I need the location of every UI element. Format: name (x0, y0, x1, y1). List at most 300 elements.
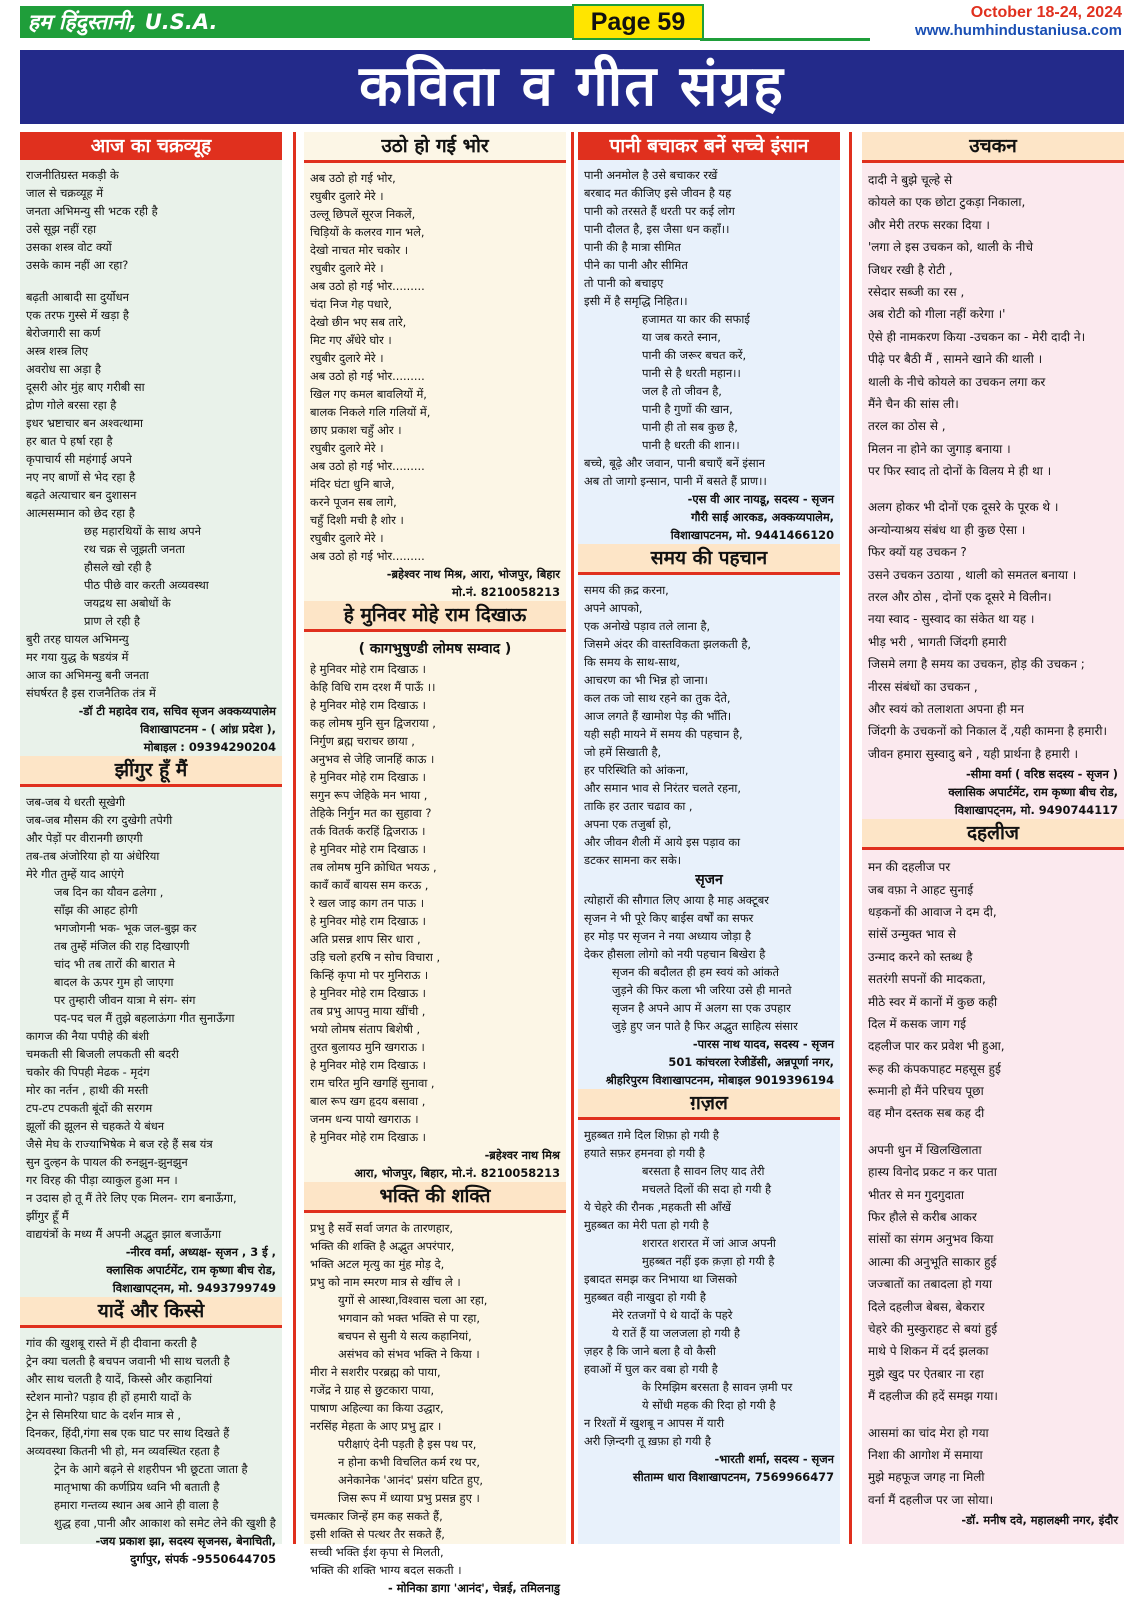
poem-line: मिट गए अँधेरे घोर । (310, 333, 392, 347)
poem-line: हर परिस्थिति को आंकना, (584, 763, 689, 777)
poem-line: हर बात पे हर्षा रहा है (26, 434, 113, 448)
section-banner: कविता व गीत संग्रह (20, 50, 1124, 124)
poem-line: सांसें उन्मुक्त भाव से (868, 927, 956, 942)
poem-line: मीरा ने सशरीर परब्रह्म को पाया, (310, 1365, 441, 1379)
poem-line: थाली के नीचे कोयले का उचकन लगा कर (868, 374, 1046, 389)
poem-line: ज़हर है कि जाने बला है वो कैसी (584, 1344, 716, 1358)
author-credit: विशाखापट्नम, मो. 9493799749 (112, 1281, 276, 1295)
poem-line: अब उठो हो गई भोर......... (310, 279, 425, 293)
poem-line: अब रोटी को गीला नहीं करेगा ।' (868, 307, 1006, 322)
poem-line: रे खल जाइ काग तन पाऊ । (310, 896, 425, 910)
poem-line: ट्रेन के आगे बढ़ने से शहरीपन भी छूटता जाता है (54, 1462, 248, 1476)
website-link[interactable]: www.humhindustaniusa.com (915, 22, 1122, 39)
poem-title: यादें और किस्से (20, 1297, 282, 1328)
poem-line: साँझ की आहट होगी (54, 903, 138, 917)
poem-line: सृजन की बदौलत ही हम स्वयं को आंकते (612, 965, 780, 979)
poem-line: तब तुम्हें मंजिल की राह दिखाएगी (54, 939, 190, 953)
author-credit: विशाखापटनम, मो. 9441466120 (670, 528, 834, 542)
poem-line: हौसले खो रही है (84, 560, 152, 574)
poem-body (578, 166, 840, 544)
poem-line: पाषाण अहिल्या का किया उद्धार, (310, 1401, 444, 1415)
poem-line: मुहब्बत ग़मे दिल शिफ़ा हो गयी है (584, 1128, 719, 1142)
poem-line: कागज की नैया पपीहे की बंशी (26, 1029, 150, 1043)
poem-line: दिले दहलीज बेबस, बेकरार (868, 1299, 985, 1314)
poem-line: छाए प्रकाश चहुँ ओर । (310, 423, 402, 437)
poem-line: बालक निकले गलि गलियों में, (310, 405, 431, 419)
poem-line: टप-टप टपकती बूंदों की सरगम (26, 1101, 153, 1115)
poem-line: यही सही मायने में समय की पहचान है, (584, 727, 743, 741)
poem-line: निर्गुण ब्रह्म चराचर छाया , (310, 734, 415, 748)
poem-line: मर गया युद्ध के षडयंत्र में (26, 650, 129, 664)
poem-body (862, 856, 1124, 1529)
poem-line: अपना एक तजुर्बा हो, (584, 817, 672, 831)
poem-line: चहुँ दिशी मची है शोर । (310, 513, 404, 527)
poem-line: तो पानी को बचाइए (584, 276, 664, 290)
poem-body (304, 169, 566, 601)
poem-line: तर्क वितर्क करहिं द्विजराऊ । (310, 824, 426, 838)
poem-line: नीरस संबंधों का उचकन , (868, 679, 978, 694)
poem-line: बरबाद मत कीजिए इसे जीवन है यह (584, 186, 732, 200)
poem-line: सगुन रूप जेहिके मन भाया , (310, 788, 428, 802)
poem-line: वाद्ययंत्रों के मध्य मैं अपनी अद्भुत झाल बजाऊँगा (26, 1227, 222, 1241)
poem-line: संघर्षरत है इस राजनैतिक तंत्र में (26, 686, 156, 700)
poem-line: हे मुनिवर मोहे राम दिखाऊ । (310, 986, 426, 1000)
poem-body (20, 166, 282, 756)
poem-line: परीक्षाएं देनी पड़ती है इस पथ पर, (338, 1437, 477, 1451)
poem-line: अब उठो हो गई भोर......... (310, 459, 425, 473)
poem-line: जब दिन का यौवन ढलेगा , (54, 885, 164, 899)
poem-line: अवरोध सा अड़ा है (26, 362, 101, 376)
poem-line: भीड़ भरी , भागती जिंदगी हमारी (868, 634, 1007, 649)
poem-line: भक्ति अटल मृत्यु का मुंह मोड़ दे, (310, 1257, 445, 1271)
poem-line: बढ़ते अत्याचार बन दुशासन (26, 488, 137, 502)
poem-title: उचकन (862, 132, 1124, 163)
poem-line: सृजन है अपने आप में अलग सा एक उपहार (612, 1001, 791, 1015)
poem-line: इबादत समझ कर निभाया था जिसको (584, 1272, 738, 1286)
poem-line: अस्त्र शस्त्र लिए (26, 344, 89, 358)
poem-line: नरसिंह मेहता के आए प्रभु द्वार । (310, 1419, 442, 1433)
poem-subtitle: सृजन (695, 872, 723, 888)
poem-body (20, 1334, 282, 1568)
poem-line: उन्माद करने को स्तब्ध है (868, 949, 973, 964)
issue-date: October 18-24, 2024 (970, 4, 1122, 21)
poem-line: हे मुनिवर मोहे राम दिखाऊ । (310, 914, 426, 928)
poem-title: आज का चक्रव्यूह (20, 132, 282, 160)
poem-line: सांसों का संगम अनुभव किया (868, 1232, 994, 1247)
poem-line: बुरी तरह घायल अभिमन्यु (26, 632, 129, 646)
poem-line: अब उठो हो गई भोर......... (310, 369, 425, 383)
poem-line: राजनीतिग्रस्त मकड़ी के (26, 168, 119, 182)
poem-line: देखो छीन भए सब तारे, (310, 315, 407, 329)
poem-line: जिस रूप में ध्याया प्रभु प्रसन्न हुए । (338, 1491, 480, 1505)
poem-line: चिड़ियों के कलरव गान भले, (310, 225, 425, 239)
poem-line: बच्चे, बूढ़े और जवान, पानी बचाएँ बनें इंसान (584, 456, 765, 470)
poem-line: उसके काम नहीं आ रहा? (26, 258, 129, 272)
poem-line: कावँ कावँ बायस सम करऊ , (310, 878, 429, 892)
poem-line: इसी शक्ति से पत्थर तैर सकते हैं, (310, 1527, 445, 1541)
poem-line: हयाते सफ़र हमनवा हो गयी है (584, 1146, 705, 1160)
poem-line: हे मुनिवर मोहे राम दिखाऊ । (310, 842, 426, 856)
poem-line: अलग होकर भी दोनों एक दूसरे के पूरक थे । (868, 500, 1059, 515)
poem-title: भक्ति की शक्ति (304, 1182, 566, 1213)
poem-line: जिधर रखी है रोटी , (868, 262, 953, 277)
poem-line: अन्योन्याश्रय संबंध था ही कुछ ऐसा । (868, 522, 1026, 537)
poem-line: अब उठो हो गई भोर......... (310, 549, 425, 563)
poem-line: भक्ति की शक्ति भाग्य बदल सकती । (310, 1563, 462, 1577)
poem-line: खिल गए कमल बावलियों में, (310, 387, 427, 401)
poem-line: तब लोमष मुनि क्रोधित भयऊ , (310, 860, 437, 874)
poem-line: नया स्वाद - सुस्वाद का संकेत था यह । (868, 612, 1035, 627)
author-credit: -डॉ टी महादेव राव, सचिव सृजन अक्कय्यपालेम (78, 704, 276, 718)
poem-line: जनम धन्य पायो खगराऊ । (310, 1112, 419, 1126)
poem-line: चेहरे की मुस्कुराहट से बयां हुई (868, 1321, 998, 1336)
poem-line: हे मुनिवर मोहे राम दिखाऊ । (310, 662, 426, 676)
poem-line: शरारत शरारत में जां आज अपनी (642, 1236, 776, 1250)
poem-line: नए नए बाणों से भेद रहा है (26, 470, 136, 484)
poem-line: पानी से है धरती महान।। (642, 366, 741, 380)
poem-line: आत्मसम्मान को छेद रहा है (26, 506, 135, 520)
author-credit: मोबाइल : 09394290204 (143, 740, 276, 754)
poem-line: जब वफ़ा ने आहट सुनाई (868, 882, 974, 897)
masthead (0, 0, 1135, 44)
poem-line: द्रोण गोले बरसा रहा है (26, 398, 117, 412)
author-credit: मो.नं. 8210058213 (452, 585, 560, 599)
poem-line: प्रभु को नाम स्मरण मात्र से खींच ले । (310, 1275, 461, 1289)
poem-line: मोर का नर्तन , हाथी की मस्ती (26, 1083, 149, 1097)
author-credit: क्लासिक अपार्टमेंट, राम कृष्णा बीच रोड, (948, 785, 1118, 800)
poem-line: रूमानी हो मैंने परिचय पूछा (868, 1084, 984, 1099)
poem-line: जयद्रथ सा अबोधों के (84, 596, 171, 610)
poem-body (862, 169, 1124, 819)
author-credit: -एस वी आर नायडू, सदस्य - सृजन (687, 492, 834, 506)
poem-line: उल्लू छिपलें सूरज निकलें, (310, 207, 416, 221)
poem-line: पानी दौलत है, इस जैसा धन कहाँ।। (584, 222, 730, 236)
author-credit: श्रीहरिपुरम विशाखापटनम, मोबाइल 9019396194 (605, 1073, 834, 1087)
poem-line: अरी ज़िन्दगी तू ख़फ़ा हो गयी है (584, 1434, 711, 1448)
poem-line: गर विरह की पीड़ा व्याकुल हुआ मन । (26, 1173, 178, 1187)
poem-line: युगों से आस्था,विश्वास चला आ रहा, (338, 1293, 488, 1307)
author-credit: -डॉ. मनीष दवे, महालक्ष्मी नगर, इंदौर (961, 1513, 1118, 1528)
poem-line: के रिमझिम बरसता है सावन ज़मी पर (642, 1380, 793, 1394)
poem-line: रघुबीर दुलारे मेरे । (310, 351, 384, 365)
poem-line: प्राण ले रही है (84, 614, 140, 628)
poem-line: तेहिके निर्गुन मत का सुहावा ? (310, 806, 432, 820)
author-credit: विशाखापटनम - ( आंध्र प्रदेश ), (140, 722, 276, 736)
poem-line: सुन दुल्हन के पायल की रुनझुन-झुनझुन (26, 1155, 188, 1169)
poem-line: तब-तब अंजोरिया हो या अंधेरिया (26, 849, 160, 863)
poem-line: कोयले का एक छोटा टुकड़ा निकाला, (868, 195, 1026, 210)
poem-line: आसमां का चांद मेरा हो गया (868, 1425, 989, 1440)
poem-title: पानी बचाकर बनें सच्चे इंसान (578, 132, 840, 160)
poem-line: दहलीज पार कर प्रवेश भी हुआ, (868, 1039, 1005, 1054)
column-1 (20, 132, 282, 1566)
poem-line: छह महारथियों के साथ अपने (84, 524, 201, 538)
poem-line: मुहब्बत का मेरी पता हो गयी है (584, 1218, 709, 1232)
poem-line: भयो लोमष संताप बिशेषी , (310, 1022, 421, 1036)
poem-line: 'लगा ले इस उचकन को, थाली के नीचे (868, 240, 1033, 255)
poem-line: जो हमें सिखाती है, (584, 745, 662, 759)
poem-line: झूलों की झूलन से चहकते ये बंधन (26, 1119, 165, 1133)
poem-line: पानी है धरती की शान।। (642, 438, 740, 452)
poem-line: अनेकानेक 'आनंद' प्रसंग घटित हुए, (338, 1473, 484, 1487)
poem-line: स्टेशन मानो? पड़ाव ही हों हमारी यादों के (26, 1390, 192, 1404)
poem-line: हजामत या कार की सफाई (642, 312, 750, 326)
poem-line: त्योहारों की सौगात लिए आया है माह अक्टूबर (584, 893, 769, 907)
poem-line: चमत्कार जिन्हें हम कह सकते हैं, (310, 1509, 443, 1523)
poem-line: मुझे महफूज जगह ना मिली (868, 1470, 985, 1485)
poem-line: मचलते दिलों की सदा हो गयी है (642, 1182, 772, 1196)
poem-line: बरसता है सावन लिए याद तेरी (642, 1164, 765, 1178)
poem-line: फिर हौले से करीब आकर (868, 1210, 977, 1225)
author-credit: -जय प्रकाश झा, सदस्य सृजनस, बेनाचिती, (95, 1534, 276, 1548)
poem-line: मिलन ना होने का जुगाड़ बनाया । (868, 441, 1011, 456)
poem-line: अब उठो हो गई भोर, (310, 171, 396, 185)
poem-line: तुरत बुलायउ मुनि खगराऊ । (310, 1040, 425, 1054)
poem-body (578, 1126, 840, 1486)
poem-line: चांद भी तब तारों की बारात मे (54, 957, 176, 971)
poem-line: दिल में कसक जाग गई (868, 1016, 967, 1031)
poem-line: आचरण का भी भिन्न हो जाना। (584, 673, 708, 687)
poem-line: उसने उचकन उठाया , थाली को समतल बनाया । (868, 567, 1077, 582)
poem-body (578, 581, 840, 1089)
poem-line: फिर क्यों यह उचकन ? (868, 545, 967, 560)
poem-line: डटकर सामना कर सके। (584, 853, 682, 867)
poem-line: रघुबीर दुलारे मेरे । (310, 531, 384, 545)
poem-line: ट्रेन क्या चलती है बचपन जवानी भी साथ चलती है (26, 1354, 230, 1368)
poem-line: अपनी धुन में खिलखिलाता (868, 1142, 982, 1157)
poem-line: चंदा निज गेह पधारे, (310, 297, 392, 311)
author-credit: -सीमा वर्मा ( वरिष्ठ सदस्य - सृजन ) (965, 767, 1118, 782)
poem-title: उठो हो गई भोर (304, 132, 566, 163)
poem-line: अनुभव से जेहि जानहिं काऊ । (310, 752, 435, 766)
poem-line: केहि विधि राम दरश मैं पाऊँ ।। (310, 680, 436, 694)
poem-line: रघुबीर दुलारे मेरे । (310, 441, 384, 455)
poem-line: चमकती सी बिजली लपकती सी बदरी (26, 1047, 179, 1061)
poem-title: दहलीज (862, 819, 1124, 850)
poem-line: प्रभु है सर्वे सर्वा जगत के तारणहार, (310, 1221, 453, 1235)
author-credit: -नीरव वर्मा, अध्यक्ष- सृजन , 3 ई , (125, 1245, 276, 1259)
poem-title: झींगुर हूँ मैं (20, 756, 282, 787)
poem-line: मीठे स्वर में कानों में कुछ कही (868, 994, 998, 1009)
poem-line: जुड़े हुए जन पाते है फिर अद्भुत साहित्य संसार (612, 1019, 798, 1033)
poem-line: आत्मा की अनुभूति साकार हुई (868, 1254, 997, 1269)
poem-line: हे मुनिवर मोहे राम दिखाऊ । (310, 1130, 426, 1144)
author-credit: -भारती शर्मा, सदस्य - सृजन (714, 1452, 834, 1466)
poem-line: दादी ने बुझे चूल्हे से (868, 173, 953, 187)
poem-line: ऐसे ही नामकरण किया -उचकन का - मेरी दादी ने। (868, 329, 1086, 344)
poem-line: इधर भ्रष्टाचार बन अश्वत्थामा (26, 416, 144, 430)
poem-line: रसेदार सब्जी का रस , (868, 284, 965, 299)
poem-line: जिसमे लगा है समय का उचकन, होड़ की उचकन ; (868, 657, 1085, 672)
poem-line: समय की क़द्र करना, (584, 583, 669, 597)
author-credit: सीताम्म धारा विशाखापटनम, 7569966477 (633, 1470, 834, 1484)
poem-line: शुद्ध हवा ,पानी और आकाश को समेट लेने की खुशी है (54, 1516, 276, 1530)
poem-line: उसे सूझ नहीं रहा (26, 222, 97, 236)
poem-line: एक अनोखे पड़ाव तले लाना है, (584, 619, 711, 633)
poem-line: तब प्रभु आपनु माया खींची , (310, 1004, 426, 1018)
poem-line: अव्यवस्था कितनी भी हो, मन व्यवस्थित रहता है (26, 1444, 220, 1458)
poem-line: निशा की आगोश में समाया (868, 1447, 983, 1462)
poem-line: अपने आपको, (584, 601, 643, 615)
poem-line: वह मौन दस्तक सब कह दी (868, 1106, 985, 1121)
column-divider (571, 132, 574, 1544)
poem-line: जब-जब ये धरती सूखेगी (26, 795, 125, 809)
poem-line: पानी की जरूर बचत करें, (642, 348, 747, 362)
poem-line: कह लोमष मुनि सुन द्विजराया , (310, 716, 436, 730)
poem-line: झींगुर हूँ मैं (26, 1209, 69, 1223)
poem-line: मातृभाषा की कर्णप्रिय ध्वनि भी बताती है (54, 1480, 220, 1494)
poem-line: हास्य विनोद प्रकट न कर पाता (868, 1165, 997, 1180)
poem-line: ट्रेन से सिमरिया घाट के दर्शन मात्र से , (26, 1408, 182, 1422)
column-2 (304, 132, 566, 1595)
author-credit: विशाखापट्नम, मो. 9490744117 (954, 803, 1118, 818)
poem-line: एक तरफ गुस्से में खड़ा है (26, 308, 129, 322)
poem-line: आज लगते हैं खामोश पेड़ की भाँति। (584, 709, 732, 723)
author-credit: -पारस नाथ यादव, सदस्य - सृजन (692, 1037, 834, 1051)
poem-line: कृपाचार्य सी महंगाई अपने (26, 452, 132, 466)
poem-body (304, 1219, 566, 1597)
poem-line: चकोर की पिपही मेढक - मृदंग (26, 1065, 150, 1079)
poem-line: जीवन हमारा सुस्वादु बने , यही प्रार्थना है हमारी । (868, 746, 1079, 761)
poem-line: भगवान को भक्त भक्ति से पा रहा, (338, 1311, 481, 1325)
poem-subtitle: ( कागभुषुण्डी लोमष सम्वाद ) (358, 641, 512, 657)
poem-line: बेरोजगारी सा कर्ण (26, 326, 101, 340)
poem-line: पर तुम्हारी जीवन यात्रा मे संग- संग (54, 993, 196, 1007)
poem-line: देखो नाचत मोर चकोर । (310, 243, 409, 257)
poem-line: जज्बातों का तबादला हो गया (868, 1277, 992, 1292)
poem-line: मुहब्बत वही नाखुदा हो गयी है (584, 1290, 706, 1304)
poem-line: जल है तो जीवन है, (642, 384, 722, 398)
poem-line: गजेंद्र ने ग्राह से छुटकारा पाया, (310, 1383, 435, 1397)
poem-line: बादल के ऊपर गुम हो जाएगा (54, 975, 174, 989)
poem-line: करने पूजन सब लागे, (310, 495, 397, 509)
poem-line: जनता अभिमन्यु सी भटक रही है (26, 204, 158, 218)
poem-line: जाल से चक्रव्यूह में (26, 186, 104, 200)
author-credit: -ब्रहेश्वर नाथ मिश्र, आरा, भोजपुर, बिहार (386, 567, 560, 581)
column-divider (293, 132, 296, 1544)
poem-line: हे मुनिवर मोहे राम दिखाऊ । (310, 770, 426, 784)
poem-title: हे मुनिवर मोहे राम दिखाऊ (304, 601, 566, 632)
poem-line: पद-पद चल मैं तुझे बहलाऊंगा गीत सुनाऊँगा (54, 1011, 235, 1025)
author-credit: आरा, भोजपुर, बिहार, मो.नं. 8210058213 (354, 1166, 560, 1180)
poem-line: मेरे गीत तुम्हें याद आएंगे (26, 867, 124, 881)
poem-line: मैंने चैन की सांस ली। (868, 396, 959, 411)
poem-line: सृजन ने भी पूरे किए बाईस वर्षों का सफर (584, 911, 754, 925)
poem-line: कि समय के साथ-साथ, (584, 655, 681, 669)
poem-line: न होना कभी विचलित कर्म रथ पर, (338, 1455, 480, 1469)
author-credit: क्लासिक अपार्टमेंट, राम कृष्णा बीच रोड, (106, 1263, 276, 1277)
poem-line: बचपन से सुनी ये सत्य कहानियां, (338, 1329, 472, 1343)
poem-line: मुहब्बत नहीं इक क़ज़ा हो गयी है (642, 1254, 775, 1268)
poem-line: रघुबीर दुलारे मेरे । (310, 189, 384, 203)
poem-line: दूसरी ओर मुंह बाए गरीबी सा (26, 380, 145, 394)
poem-line: भीतर से मन गुदगुदाता (868, 1187, 964, 1202)
poem-line: जैसे मेघ के राज्याभिषेक मे बज रहे हैं सब यंत्र (26, 1137, 213, 1151)
poem-line: मंदिर घंटा धुनि बाजे, (310, 477, 395, 491)
poem-line: जिंदगी के उचकनों को निकाल दें ,यही कामना है हमारी। (868, 724, 1108, 739)
poem-line: ये चेहरे की रौनक ,महकती सी आँखें (584, 1200, 731, 1214)
poem-line: भगजोगनी भक- भूक जल-बुझ कर (54, 921, 197, 935)
poem-line: या जब करते स्नान, (642, 330, 721, 344)
author-credit: - मोनिका डागा 'आनंद', चेन्नई, तमिलनाडु (388, 1581, 560, 1595)
poem-line: असंभव को संभव भक्ति ने किया । (338, 1347, 480, 1361)
poem-title: समय की पहचान (578, 544, 840, 575)
poem-line: हे मुनिवर मोहे राम दिखाऊ । (310, 698, 426, 712)
poem-line: रूह की कंपकपाहट महसूस हुई (868, 1061, 1001, 1076)
poem-line: किन्हिं कृपा मो पर मुनिराऊ । (310, 968, 429, 982)
poem-line: उसका शस्त्र वोट क्यों (26, 240, 112, 254)
poem-line: और साथ चलती है यादें, किस्से और कहानियां (26, 1372, 213, 1386)
poem-line: माथे पे शिकन में दर्द झलका (868, 1344, 989, 1359)
author-credit: गौरी साई आरकड, अक्कय्यपालेम, (691, 510, 834, 524)
poem-line: कल तक जो साथ रहने का तुक देते, (584, 691, 731, 705)
column-4 (862, 132, 1124, 1544)
header-rule (700, 38, 870, 41)
poem-line: ये रातें हैं या जलजला हो गयी है (612, 1326, 740, 1340)
poem-line: ताकि हर उतार चढाव का , (584, 799, 693, 813)
author-credit: -ब्रहेश्वर नाथ मिश्र (484, 1148, 560, 1162)
poem-line: पानी ही तो सब कुछ है, (642, 420, 738, 434)
poem-line: सतरंगी सपनों की मादकता, (868, 972, 986, 987)
poem-line: न रिश्तों में खुशबू न आपस में यारी (584, 1416, 725, 1430)
poem-line: आज का अभिमन्यु बनी जनता (26, 668, 149, 682)
poem-line: मुझे खुद पर ऐतबार ना रहा (868, 1366, 984, 1381)
publication-name: हम हिंदुस्तानी, U.S.A. (20, 6, 580, 38)
poem-line: मन की दहलीज पर (868, 860, 951, 875)
poem-line: राम चरित मुनि खगहिं सुनावा , (310, 1076, 435, 1090)
poem-line: और समान भाव से निरंतर चलते रहना, (584, 781, 741, 795)
poem-line: दिनकर, हिंदी,गंगा सब एक घाट पर साथ दिखते हैं (26, 1426, 230, 1440)
poem-line: अति प्रसन्न शाप सिर धारा , (310, 932, 421, 946)
poem-line: हमारा गन्तव्य स्थान अब आने ही वाला है (54, 1498, 219, 1512)
poem-line: उड़ि चलो हरषि न सोच विचारा , (310, 950, 441, 964)
poem-line: गांव की खुशबू रास्ते में ही दीवाना करती है (26, 1336, 197, 1350)
poem-line: जुड़ने की फिर कला भी जरिया उसे ही मानते (612, 983, 792, 997)
poem-line: हे मुनिवर मोहे राम दिखाऊ । (310, 1058, 426, 1072)
poem-line: पानी को तरसते हैं धरती पर कई लोग (584, 204, 735, 218)
poem-line: वर्ना मैं दहलीज पर जा सोया। (868, 1492, 994, 1507)
poem-body (304, 660, 566, 1182)
poem-line: तरल और ठोस , दोनों एक दूसरे मे विलीन। (868, 590, 1052, 605)
poem-line: और जीवन शैली में आये इस पड़ाव का (584, 835, 741, 849)
poem-line: हवाओं में घुल कर वबा हो गयी है (584, 1362, 718, 1376)
poem-line: रघुबीर दुलारे मेरे । (310, 261, 384, 275)
poem-line: पानी है गुणों की खान, (642, 402, 733, 416)
poem-line: पीठ पीछे वार करती अव्यवस्था (84, 578, 209, 592)
poem-line: और मेरी तरफ सरका दिया । (868, 217, 990, 232)
poem-line: तरल का ठोस से , (868, 419, 946, 434)
poem-line: जब-जब मौसम की रग दुखेगी तपेगी (26, 813, 173, 827)
poem-line: पीने का पानी और सीमित (584, 258, 688, 272)
poem-line: बाल रूप खग हृदय बसावा , (310, 1094, 426, 1108)
poem-line: हर मोड़ पर सृजन ने नया अध्याय जोड़ा है (584, 929, 751, 943)
poem-line: मैं दहलीज की हदें समझ गया। (868, 1389, 998, 1404)
poem-line: पानी की है मात्रा सीमित (584, 240, 681, 254)
poem-title: ग़ज़ल (578, 1089, 840, 1120)
poem-line: बढ़ती आबादी सा दुर्योधन (26, 290, 129, 304)
poem-line: पर फिर स्वाद तो दोनों के विलय मे ही था । (868, 464, 1052, 479)
poem-line: न उदास हो तू मैं तेरे लिए एक मिलन- राग बनाऊँगा, (26, 1191, 237, 1205)
poem-line: पीढ़े पर बैठी मैं , सामने खाने की थाली । (868, 352, 1043, 367)
page-number: Page 59 (572, 4, 704, 40)
poem-line: देकर हौसला लोगो को नयी पहचान बिखेरा है (584, 947, 766, 961)
column-divider (849, 132, 852, 1544)
author-credit: 501 कांचरला रेजीडेंसी, अन्नपूर्णा नगर, (668, 1055, 834, 1069)
poem-line: मेरे रतजगों पे थे यादों के पहरे (612, 1308, 733, 1322)
poem-line: इसी में है समृद्धि निहित।। (584, 294, 688, 308)
poem-line: और स्वयं को तलाशता अपना ही मन (868, 701, 1024, 716)
poem-body (20, 793, 282, 1297)
